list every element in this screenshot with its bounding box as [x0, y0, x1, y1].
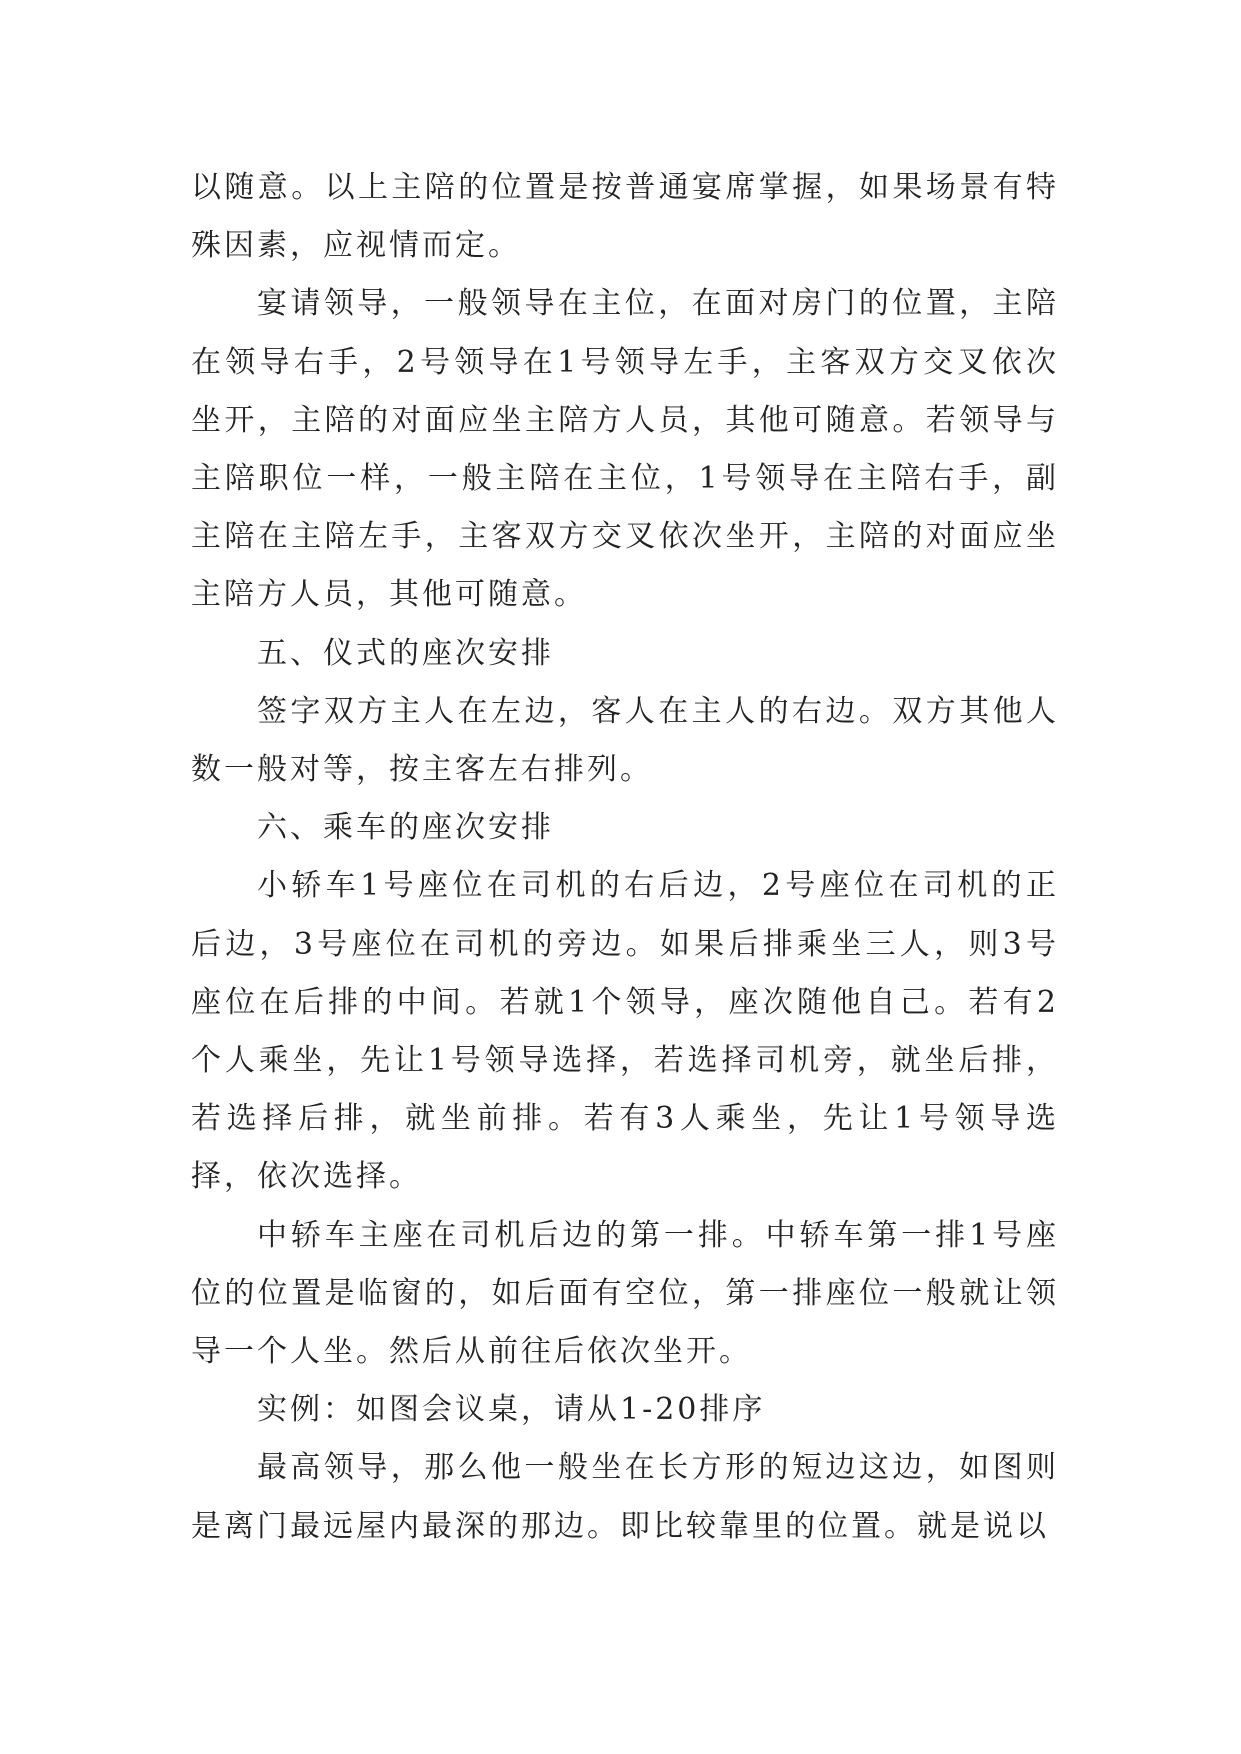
- paragraph-example: 实例：如图会议桌，请从1-20排序: [257, 1392, 766, 1428]
- paragraph-continuation: 以随意。以上主陪的位置是按普通宴席掌握，如果场景有特殊因素，应视情而定。: [191, 170, 1059, 264]
- paragraph-top-leader: 最高领导，那么他一般坐在长方形的短边这边，如图则是离门最远屋内最深的那边。即比较靠里的位置。就是说以: [191, 1450, 1059, 1544]
- paragraph-banquet-seating: 宴请领导，一般领导在主位，在面对房门的位置，主陪在领导右手，2号领导在1号领导左手，主客双方交叉依次坐开，主陪的对面应坐主陪方人员，其他可随意。若领导与主陪职位一样，一般主陪在主位，1号领导在主陪右手，副主陪在主陪左手，主客双方交叉依次坐开，主陪的对面应坐主陪方人员，其他可随意。: [191, 286, 1059, 613]
- section-heading-vehicle: 六、乘车的座次安排: [257, 810, 554, 846]
- document-body: [191, 159, 1059, 1556]
- paragraph-small-car: 小轿车1号座位在司机的右后边，2号座位在司机的正后边，3号座位在司机的旁边。如果后排乘坐三人，则3号座位在后排的中间。若就1个领导，座次随他自己。若有2个人乘坐，先让1号领导选择，若选择司机旁，就坐后排，若选择后排，就坐前排。若有3人乘坐，先让1号领导选择，依次选择。: [191, 868, 1059, 1195]
- section-heading-ceremony: 五、仪式的座次安排: [257, 635, 554, 671]
- paragraph-ceremony-seating: 签字双方主人在左边，客人在主人的右边。双方其他人数一般对等，按主客左右排列。: [191, 693, 1059, 788]
- paragraph-medium-car: 中轿车主座在司机后边的第一排。中轿车第一排1号座位的位置是临窗的，如后面有空位，第一排座位一般就让领导一个人坐。然后从前往后依次坐开。: [191, 1217, 1059, 1370]
